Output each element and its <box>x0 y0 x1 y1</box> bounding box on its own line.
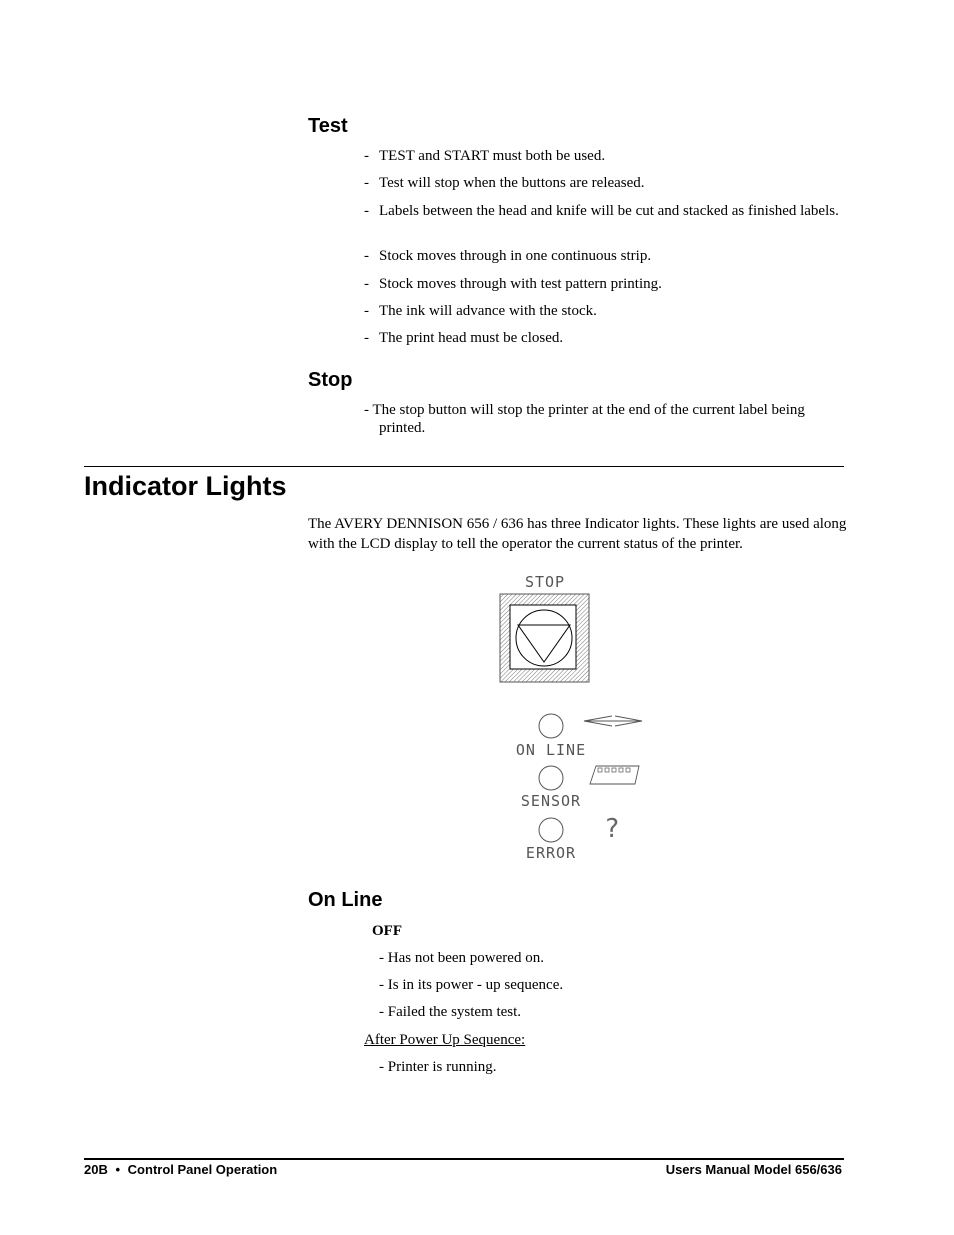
list-item: - Labels between the head and knife will be cut and stacked as finished labels. <box>364 203 839 219</box>
list-item: - Is in its power - up sequence. <box>379 977 564 993</box>
list-item: - The print head must be closed. <box>364 330 564 346</box>
indicator-intro: The AVERY DENNISON 656 / 636 has three Indicator lights. These lights are used along with the LCD display to tell the operator the current status of the printer. <box>308 516 847 552</box>
test-heading: Test <box>308 115 348 137</box>
list-item: - Stock moves through with test pattern printing. <box>364 276 662 292</box>
list-item: - Stock moves through in one continuous strip. <box>364 248 652 264</box>
list-item: - Failed the system test. <box>379 1004 522 1020</box>
control-panel-figure <box>490 565 660 865</box>
off-label: OFF <box>372 923 402 939</box>
footer-right: Users Manual Model 656/636 <box>665 1162 842 1177</box>
double-arrow-icon <box>584 716 642 726</box>
list-item: - TEST and START must both be used. <box>364 148 606 164</box>
sensor-light-icon <box>539 766 563 790</box>
section-divider <box>84 466 844 467</box>
page-number: 20B <box>84 1162 108 1177</box>
online-label: ON LINE <box>515 741 587 759</box>
label-stock-icon <box>590 766 639 784</box>
footer-left <box>84 1162 277 1178</box>
question-icon: ? <box>604 814 620 844</box>
list-item: - Printer is running. <box>379 1059 497 1075</box>
list-item: - Test will stop when the buttons are released. <box>364 175 645 191</box>
list-item: - Has not been powered on. <box>379 950 544 966</box>
stop-label: STOP <box>524 573 566 591</box>
sensor-label: SENSOR <box>520 792 582 810</box>
stop-description: - The stop button will stop the printer at the end of the current label being printed. <box>364 402 805 436</box>
indicator-lights-heading: Indicator Lights <box>84 471 287 501</box>
footer-rule <box>84 1158 844 1160</box>
online-heading: On Line <box>308 889 383 911</box>
list-item: - The ink will advance with the stock. <box>364 303 597 319</box>
online-light-icon <box>539 714 563 738</box>
after-power-up-label: After Power Up Sequence: <box>364 1032 526 1048</box>
error-label: ERROR <box>525 844 577 862</box>
stop-button-icon <box>500 594 589 682</box>
stop-heading: Stop <box>308 369 353 391</box>
error-light-icon <box>539 818 563 842</box>
chapter-title: Control Panel Operation <box>127 1162 278 1177</box>
bullet-icon: • <box>115 1162 121 1177</box>
